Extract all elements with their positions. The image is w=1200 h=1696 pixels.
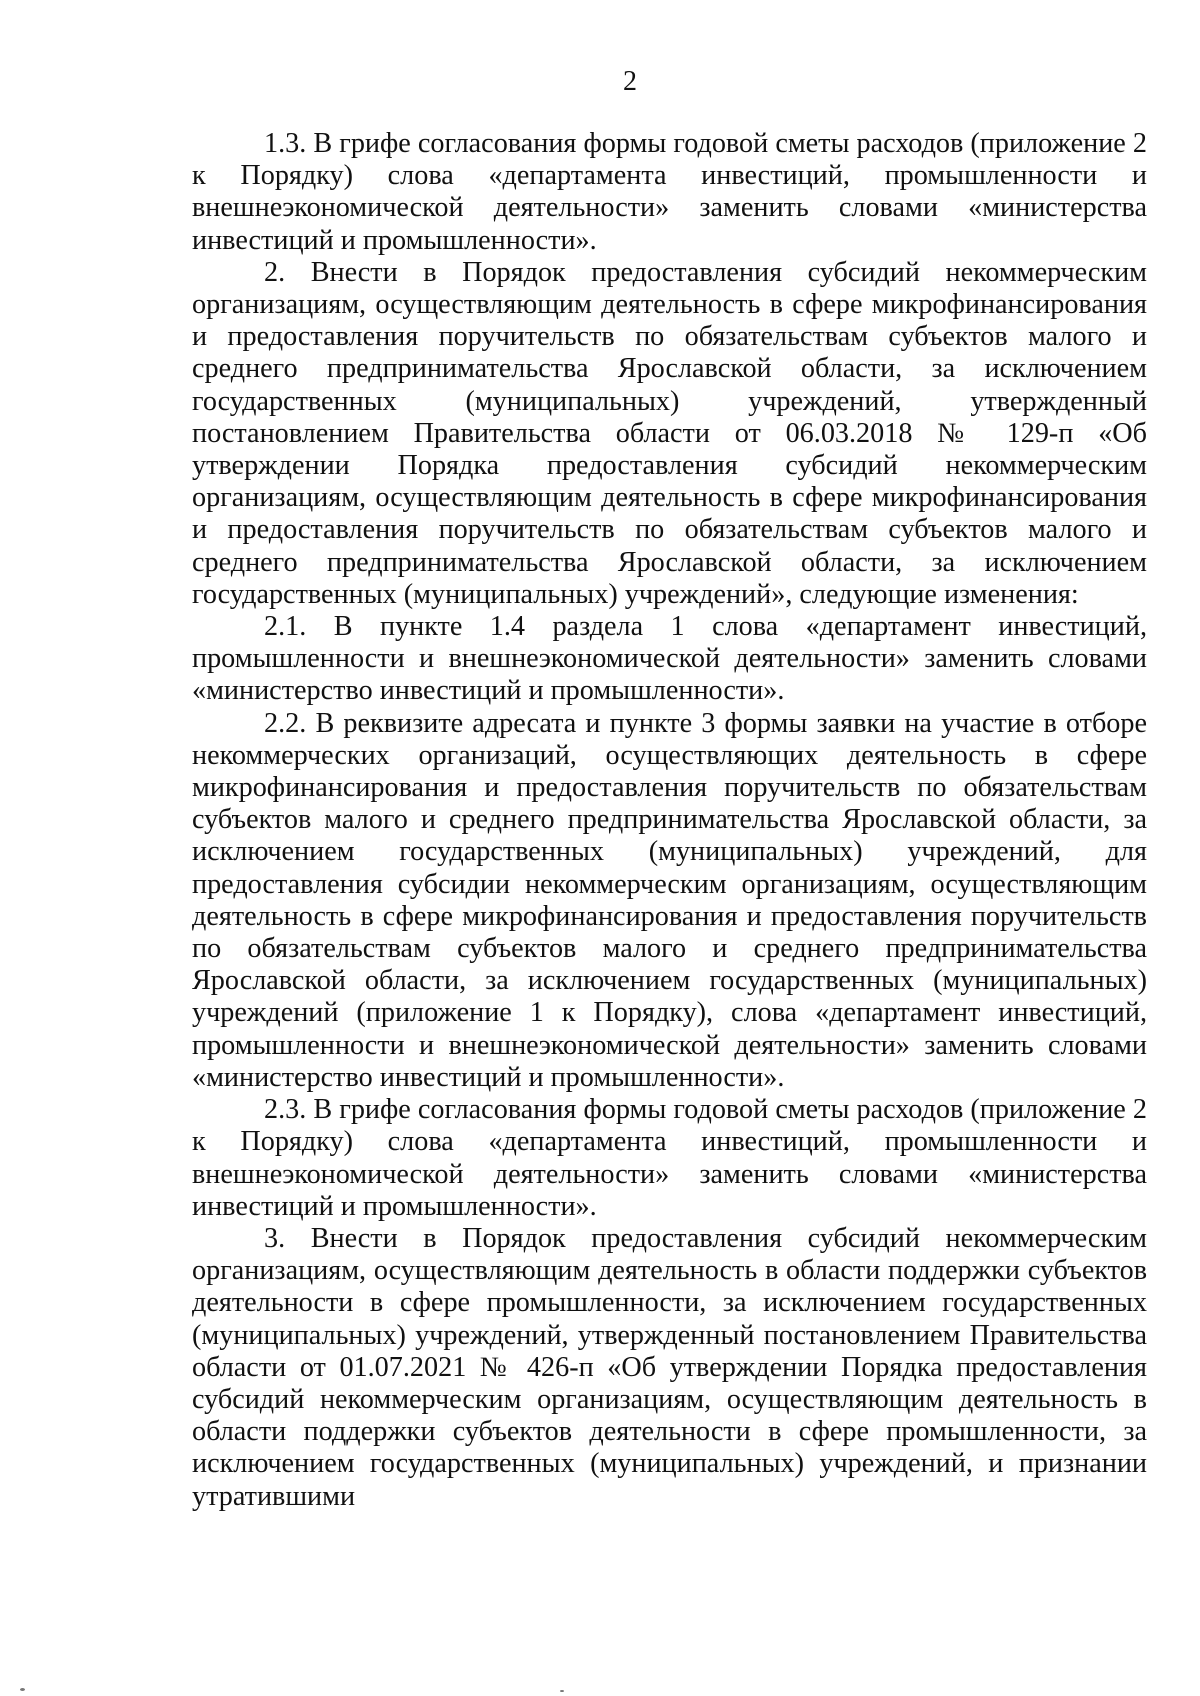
paragraph-2-3: 2.3. В грифе согласования формы годовой сметы расходов (приложение 2 к Порядку) слова «департамента инвестиций, промышленности и внешнеэкономической деятельности» заменить словами «министерства инвестиций и промышленности».	[192, 1094, 1147, 1222]
paragraph-1-3: 1.3. В грифе согласования формы годовой сметы расходов (приложение 2 к Порядку) слова «департамента инвестиций, промышленности и внешнеэкономической деятельности» заменить словами «министерства инвестиций и промышленности».	[192, 128, 1147, 256]
document-body	[192, 128, 1147, 1513]
paragraph-2-2: 2.2. В реквизите адресата и пункте 3 формы заявки на участие в отборе некоммерческих организаций, осуществляющих деятельность в сфере микрофинансирования и предоставления поручительств по обязательствам субъектов малого и среднего предпринимательства Ярославской области, за исключением государственных (муниципальных) учреждений, для предоставления субсидии некоммерческим организациям, осуществляющим деятельность в сфере микрофинансирования и предоставления поручительств по обязательствам субъектов малого и среднего предпринимательства Ярославской области, за исключением государственных (муниципальных) учреждений (приложение 1 к Порядку), слова «департамент инвестиций, промышленности и внешнеэкономической деятельности» заменить словами «министерство инвестиций и промышленности».	[192, 707, 1147, 1093]
scan-speck	[560, 1690, 564, 1692]
page-number: 2	[623, 66, 637, 97]
scan-speck	[20, 1688, 25, 1691]
paragraph-3: 3. Внести в Порядок предоставления субсидий некоммерческим организациям, осуществляющим деятельность в области поддержки субъектов деятельности в сфере промышленности, за исключением государственных (муниципальных) учреждений, утвержденный постановлением Правительства области от 01.07.2021 № 426-п «Об утверждении Порядка предоставления субсидий некоммерческим организациям, осуществляющим деятельность в области поддержки субъектов деятельности в сфере промышленности, за исключением государственных (муниципальных) учреждений, и признании утратившими	[192, 1222, 1147, 1512]
paragraph-2-1: 2.1. В пункте 1.4 раздела 1 слова «департамент инвестиций, промышленности и внешнеэкономической деятельности» заменить словами «министерство инвестиций и промышленности».	[192, 611, 1147, 707]
paragraph-2: 2. Внести в Порядок предоставления субсидий некоммерческим организациям, осуществляющим деятельность в сфере микрофинансирования и предоставления поручительств по обязательствам субъектов малого и среднего предпринимательства Ярославской области, за исключением государственных (муниципальных) учреждений, утвержденный постановлением Правительства области от 06.03.2018 № 129-п «Об утверждении Порядка предоставления субсидий некоммерческим организациям, осуществляющим деятельность в сфере микрофинансирования и предоставления поручительств по обязательствам субъектов малого и среднего предпринимательства Ярославской области, за исключением государственных (муниципальных) учреждений», следующие изменения:	[192, 256, 1147, 610]
